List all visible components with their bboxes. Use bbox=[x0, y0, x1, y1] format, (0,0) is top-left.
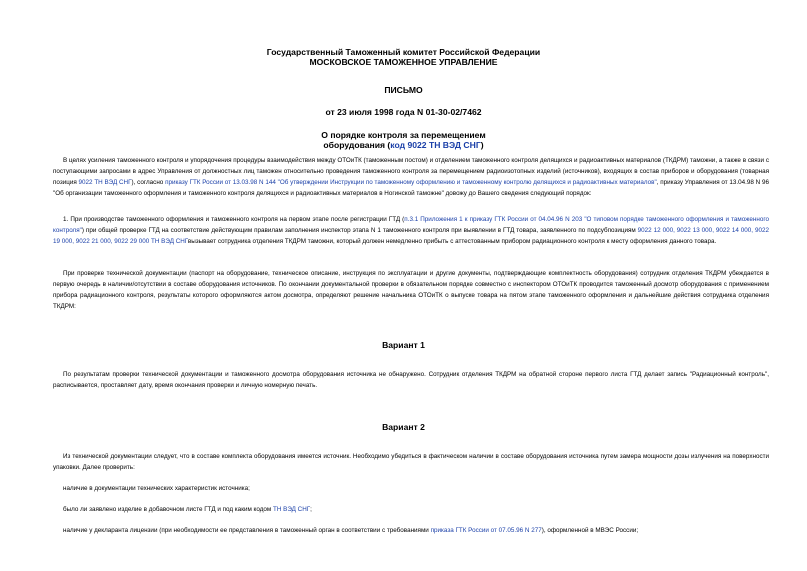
paragraph-text: ) при общей проверке ГТД на соответствие действующим правилам заполнения инспектор этапа N 1 таможенного контроля при выявлении в ГТД товара, заявленного по подсубпозициям bbox=[81, 227, 638, 234]
item-text: наличие у декларанта лицензии (при необходимости ее представления в таможенный орган в соответствии с требованиями bbox=[63, 527, 431, 534]
paragraph-text: 1. При производстве таможенного оформления и таможенного контроля на первом этапе после регистрации ГТД ( bbox=[63, 216, 405, 223]
order-144-link[interactable]: приказу ГТК России от 13.03.98 N 144 "Об утверждении Инструкции по таможенному оформлению и таможенному контролю делящихся и радиоактивных материалов" bbox=[165, 179, 657, 186]
item-text-end: ; bbox=[310, 506, 312, 513]
paragraph-text: В целях усиления таможенного контроля и упорядочения процедуры взаимодействия между ОТОиТК (таможенным постом) и отделением таможенного контроля делящихся и радиоактивных материалов (ТКДРМ) таможни, а также в связи с поступающими запросами в адрес Управления от должностных лиц таможен относительно проведения таможенного контроля за перемещением радиоизотопных изделий (источников), входящих в состав приборов и оборудования (товарная позиция bbox=[53, 157, 769, 186]
variant-2-title: Вариант 2 bbox=[382, 422, 425, 432]
doc-type: ПИСЬМО bbox=[384, 85, 423, 95]
check-item-3 bbox=[53, 525, 769, 536]
paragraph-item-1 bbox=[53, 214, 769, 247]
document-header bbox=[0, 47, 807, 150]
order-203-link[interactable]: п.3.1 Приложения 1 к приказу ГТК России от 04.04.96 N 203 "О типовом порядке таможенного оформления и таможенного контроля" bbox=[53, 216, 769, 234]
paragraph-text: вызывает сотрудника отделения ТКДРМ таможни, который должен немедленно прибыть с аттестованным прибором радиационного контроля к месту оформления данного товара. bbox=[187, 238, 717, 245]
subject-text: оборудования ( bbox=[323, 140, 391, 150]
org-subtitle: МОСКОВСКОЕ ТАМОЖЕННОЕ УПРАВЛЕНИЕ bbox=[309, 57, 498, 67]
doc-subject-line2 bbox=[0, 140, 807, 150]
tnved-link[interactable]: ТН ВЭД СНГ bbox=[272, 506, 311, 513]
org-title: Государственный Таможенный комитет Российской Федерации bbox=[266, 47, 541, 57]
item-text-end: ), оформленной в МВЭС России; bbox=[541, 527, 639, 534]
item-text: было ли заявлено изделие в добавочном листе ГТД и под каким кодом bbox=[63, 506, 273, 513]
variant-1-text: По результатам проверки технической документации и таможенного досмотра оборудования источника не обнаружено. Сотрудник отделения ТКДРМ на обратной стороне первого листа ГТД делает запись "Радиационный контроль", расписывается, проставляет дату, время окончания проверки и личную номерную печать. bbox=[53, 371, 769, 389]
subject-code-link[interactable]: код 9022 ТН ВЭД СНГ bbox=[390, 140, 481, 150]
paragraph-doc-check: При проверке технической документации (паспорт на оборудование, техническое описание, инструкция по эксплуатации и другие документы, подтверждающие комплектность оборудования) сотрудник отделения ТКДРМ убеждается в первую очередь в наличии/отсутствии в составе оборудования источников. По окончании документальной проверки в обязательном порядке совместно с инспектором ОТОиТК проводится таможенный досмотр оборудования с применением прибора радиационного контроля, результаты которого оформляются актом досмотра, определяют решение начальника ОТОиТК о выпуске товара на пятом этапе таможенного оформления и дальнейшие действия сотрудника отделения ТКДРМ: bbox=[53, 270, 769, 310]
paragraph-text: ), согласно bbox=[131, 179, 166, 186]
doc-subject-line1: О порядке контроля за перемещением bbox=[321, 130, 486, 140]
doc-date-number: от 23 июля 1998 года N 01-30-02/7462 bbox=[325, 107, 482, 117]
variant-2-text: Из технической документации следует, что в составе комплекта оборудования имеется источник. Необходимо убедиться в фактическом наличии в составе оборудования источника путем замера мощности дозы излучения на поверхности упаковки. Далее проверить: bbox=[53, 453, 769, 471]
order-277-link[interactable]: приказа ГТК России от 07.05.96 N 277 bbox=[430, 527, 542, 534]
paragraph-text: , приказу Управления от 13.04.98 N 96 "Об организации таможенного оформления и таможенного контроля делящихся и радиоактивных материалов в Ногинской таможне" довожу до Вашего сведения следующий порядок: bbox=[53, 179, 769, 197]
check-item-2 bbox=[53, 504, 769, 515]
variant-1-title: Вариант 1 bbox=[382, 340, 425, 350]
paragraph-intro bbox=[53, 155, 769, 199]
check-item-1: наличие в документации технических характеристик источника; bbox=[63, 485, 250, 492]
code-link[interactable]: 9022 ТН ВЭД СНГ bbox=[78, 179, 132, 186]
subheading-codes-link[interactable]: 9022 12 000, 9022 13 000, 9022 14 000, 9022 19 000, 9022 21 000, 9022 29 000 ТН ВЭД СНГ bbox=[53, 227, 769, 245]
subject-text-end: ) bbox=[480, 140, 484, 150]
